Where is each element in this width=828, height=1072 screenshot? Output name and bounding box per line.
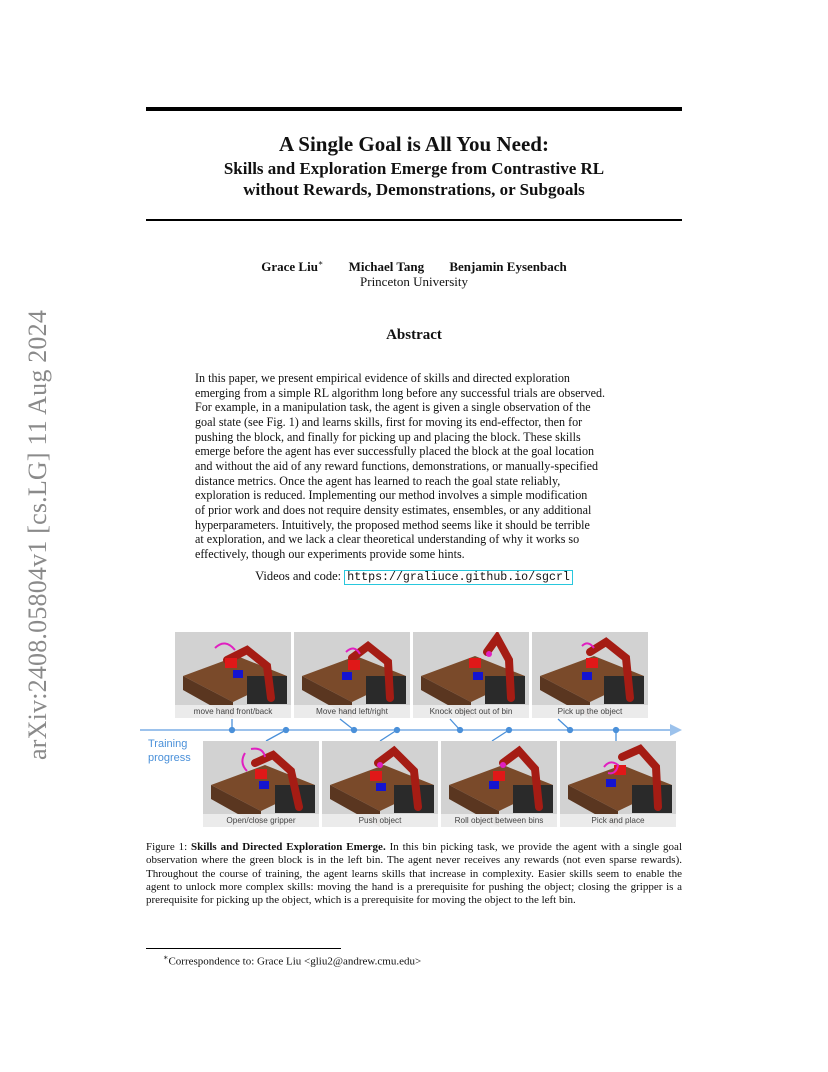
abstract-heading: Abstract [386,327,442,343]
abstract-line: hyperparameters. Intuitively, the proposed method seems like it should be terrible [195,517,590,532]
abstract-line: In this paper, we present empirical evidence of skills and directed exploration [195,371,570,385]
abstract-line: at exploration, and we lack a clear theoretical understanding of why it works so [195,532,580,547]
abstract-line: emerge before the agent has ever successfully placed the block at the goal location [195,444,595,459]
caption-title: Skills and Directed Exploration Emerge. [191,841,386,853]
affiliation: Princeton University [360,274,468,289]
abstract-line: of prior work and does not require density estimates, ensembles, or any additional [195,502,592,517]
footnote-rule [146,948,341,949]
panel-caption: Pick and place [560,814,676,827]
panel-caption: Push object [322,814,438,827]
panel-caption: Pick up the object [532,705,648,718]
figure-panel-top-4 [532,632,648,718]
timeline-label-line: Training [148,738,188,750]
figure-panel-bottom-1 [203,741,319,827]
figure-panel-top-1 [175,632,291,718]
figure-panel-bottom-3 [441,741,557,827]
arxiv-identifier: arXiv:2408.05804v1 [cs.LG] 11 Aug 2024 [23,309,52,760]
footnote-text: Correspondence to: Grace Liu <gliu2@andrew.cmu.edu> [168,955,422,968]
paper-title [146,132,682,156]
videos-label: Videos and code: [255,569,342,583]
title-line-1: A Single Goal is All You Need: [279,132,549,156]
title-line-2: Skills and Exploration Emerge from Contrastive RL [223,159,605,178]
figure-panel-bottom-4 [560,741,676,827]
project-url-link[interactable]: https://graliuce.github.io/sgcrl [344,570,573,585]
videos-and-code [146,569,682,584]
author-list [146,259,682,275]
abstract-line: effectively, though our experiments provide some hints. [195,546,465,561]
panel-caption: Move hand left/right [294,705,410,718]
panel-caption: Knock object out of bin [413,705,529,718]
abstract-line: exploration is reduced. Implementing our method involves a simple modification [195,488,588,503]
paper-subtitle [146,158,682,200]
panel-caption: Roll object between bins [441,814,557,827]
abstract-line: and without the aid of any reward functions, demonstrations, or manually-specified [195,458,599,473]
abstract-body [195,371,635,562]
panel-caption: Open/close gripper [203,814,319,827]
figure-panel-top-2 [294,632,410,718]
abstract-line: distance metrics. Once the agent has learned to reach the goal state reliably, [195,473,561,488]
abstract-line: pushing the block, and finally for picking up and placing the block. These skills [195,429,581,444]
author-name: Benjamin Eysenbach [449,259,567,275]
training-progress-label [148,737,191,765]
title-bottom-rule [146,219,682,221]
figure-panel-bottom-2 [322,741,438,827]
author-name: Grace Liu∗ [261,259,324,275]
panel-caption: move hand front/back [175,705,291,718]
abstract-line: For example, in a manipulation task, the agent is given a single observation of the [195,400,591,415]
caption-label: Figure 1: [146,841,188,853]
author-name: Michael Tang [348,259,425,275]
title-top-rule [146,107,682,111]
footnote [163,953,421,968]
footnote-mark: ∗ [163,953,169,962]
caption-text: In this bin picking task, we provide the agent with a single goal observation where the green block is in the left bin. The agent never receives any rewards (not even sparse rewards). Throughout the course of training, the agent learns skills that increase in complexity. Easier skills seem to enable the agent to unlock more complex skills: moving the hand is a prerequisite for pushing the object; closing the gripper is a prerequisite for picking up the object, which is a prerequisite for moving the object to the left bin. [146,841,682,907]
figure-panel-top-3 [413,632,529,718]
title-line-3: without Rewards, Demonstrations, or Subgoals [243,180,585,199]
abstract-line: goal state (see Fig. 1) and learns skills, first for moving its end-effector, then for [195,414,583,429]
figure-caption [146,841,682,907]
abstract-line: emerging from a simple RL algorithm long before any successful trials are observed. [195,385,606,400]
timeline-label-line: progress [148,752,191,764]
